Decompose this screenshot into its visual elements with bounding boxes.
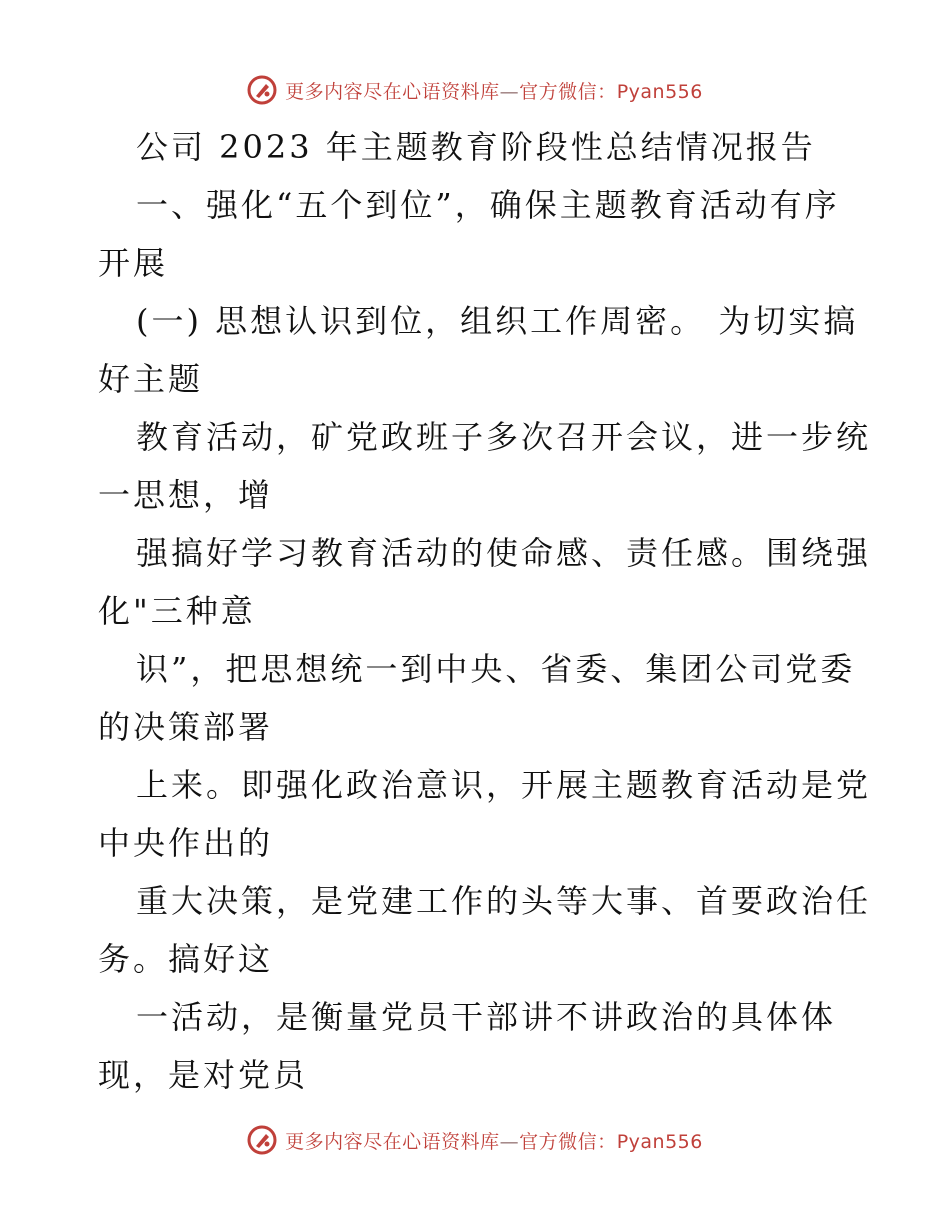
text-line: (一) 思想认识到位，组织工作周密。 为切实搞 (136, 302, 859, 340)
banner-text (285, 77, 703, 104)
text-line: 化"三种意 (98, 592, 256, 630)
banner-contact-id: Pyan556 (616, 80, 703, 103)
text-line: 公司 2023 年主题教育阶段性总结情况报告 (136, 128, 816, 166)
banner-site-text: 更多内容尽在心语资料库 (285, 80, 500, 103)
text-line: 现，是对党员 (98, 1056, 309, 1094)
text-line: 一思想，增 (98, 476, 274, 514)
banner-separator: — (499, 1130, 520, 1153)
pen-logo-icon (247, 75, 277, 105)
text-line: 强搞好学习教育活动的使命感、责任感。围绕强 (136, 534, 872, 572)
text-line: 中央作出的 (98, 824, 274, 862)
text-line: 一活动，是衡量党员干部讲不讲政治的具体体 (136, 998, 837, 1036)
text-line: 开展 (98, 244, 169, 282)
banner-contact-text: 官方微信： (519, 80, 617, 103)
header-watermark-banner (0, 70, 950, 110)
document-body (98, 118, 872, 1104)
text-line: 教育活动，矿党政班子多次召开会议，进一步统 (136, 418, 872, 456)
text-line: 好主题 (98, 360, 204, 398)
text-line: 一、强化“五个到位”，确保主题教育活动有序 (136, 186, 840, 224)
banner-separator: — (499, 80, 520, 103)
footer-watermark-banner (0, 1120, 950, 1160)
text-line: 务。搞好这 (98, 940, 274, 978)
banner-contact-text: 官方微信： (519, 1130, 617, 1153)
text-line: 的决策部署 (98, 708, 274, 746)
banner-contact-id: Pyan556 (616, 1130, 703, 1153)
banner-text (285, 1127, 703, 1154)
text-line: 重大决策，是党建工作的头等大事、首要政治任 (136, 882, 872, 920)
text-line: 上来。即强化政治意识，开展主题教育活动是党 (136, 766, 872, 804)
pen-logo-icon (247, 1125, 277, 1155)
text-line: 识”，把思想统一到中央、省委、集团公司党委 (136, 650, 856, 688)
banner-site-text: 更多内容尽在心语资料库 (285, 1130, 500, 1153)
